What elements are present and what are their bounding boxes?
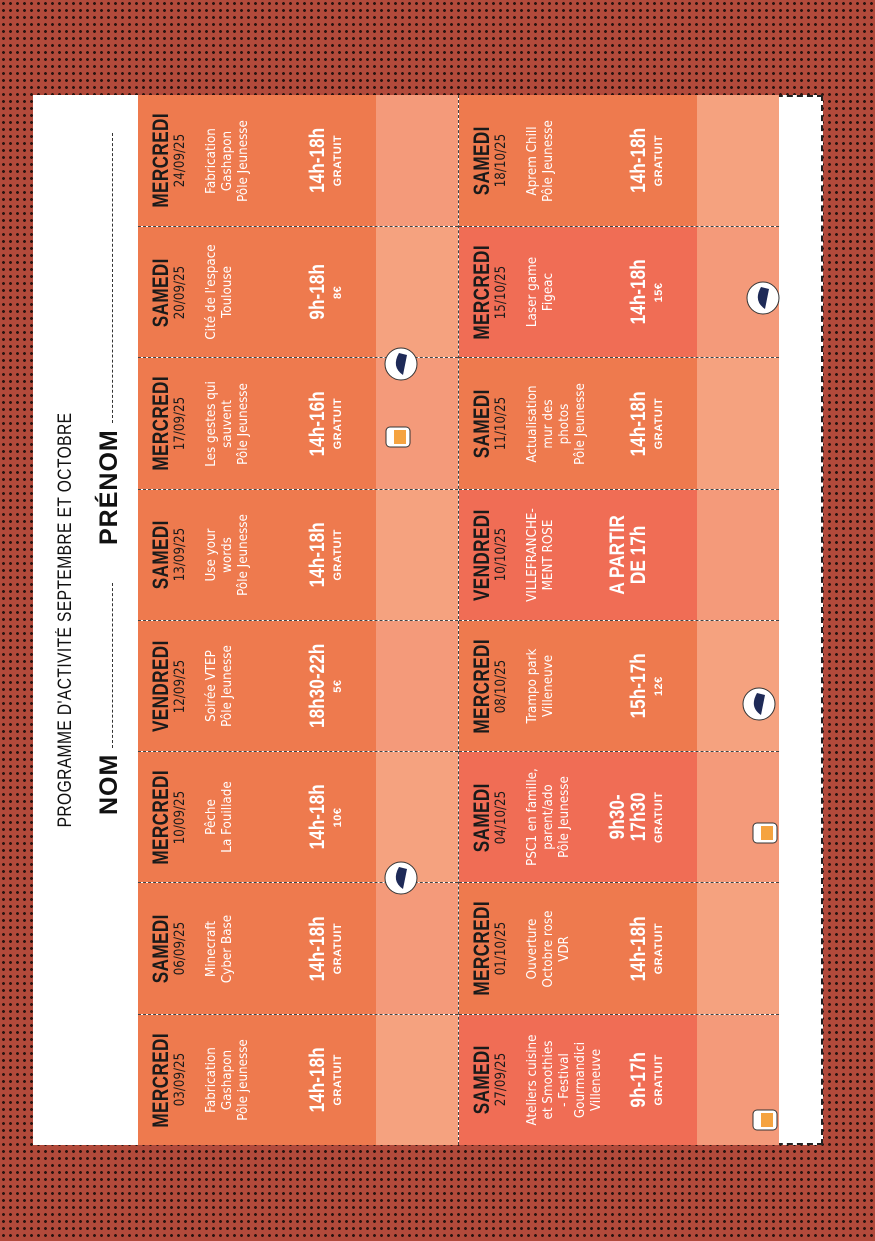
time-label: 14h-18h	[306, 128, 329, 194]
activity-column	[459, 620, 779, 751]
price-label: GRATUIT	[653, 397, 665, 450]
bread-thought-icon	[383, 343, 419, 385]
day-label: MERCREDI	[469, 901, 494, 996]
activity-column	[138, 1014, 458, 1145]
activity-card	[138, 884, 376, 1014]
activity-sheet	[33, 95, 823, 1145]
time-label: 9h-18h	[306, 264, 329, 321]
day-label: MERCREDI	[469, 245, 494, 340]
activity-card	[459, 752, 697, 882]
page-title: PROGRAMME D'ACTIVITÉ SEPTEMBRE ET OCTOBRE	[55, 412, 76, 828]
time-label: 15h-17h	[627, 653, 650, 719]
activity-description: Ateliers cuisine et Smoothies - Festival Gourmandici Villeneuve	[525, 1034, 604, 1126]
activity-card	[138, 752, 376, 882]
prenom-label: PRÉNOM	[95, 429, 123, 545]
activity-column	[459, 883, 779, 1014]
schedule-row-october	[459, 95, 779, 1145]
day-label: SAMEDI	[469, 126, 494, 196]
activity-column	[459, 226, 779, 357]
day-label: SAMEDI	[148, 257, 173, 327]
activity-column	[459, 751, 779, 882]
activity-card	[138, 227, 376, 357]
activity-card	[459, 621, 697, 751]
activity-description: Actualisation mur des photos Pôle Jeunesse	[525, 382, 588, 465]
activity-card	[138, 359, 376, 489]
header-area	[33, 95, 138, 1145]
checkbox-strip[interactable]	[376, 490, 458, 620]
day-label: MERCREDI	[148, 113, 173, 208]
prenom-field[interactable]	[95, 133, 124, 545]
time-label: 14h-18h	[306, 522, 329, 588]
activity-card	[138, 621, 376, 751]
time-label: 14h-18h	[627, 391, 650, 457]
time-label: 18h30-22h	[306, 644, 329, 729]
time-label: 9h30- 17h30	[606, 792, 650, 842]
rotated-content	[33, 95, 823, 1145]
date-label: 08/10/25	[493, 659, 509, 713]
day-label: SAMEDI	[469, 389, 494, 459]
date-label: 03/09/25	[172, 1053, 188, 1107]
day-label: VENDREDI	[469, 508, 494, 601]
time-label: A PARTIR DE 17h	[606, 515, 650, 595]
date-label: 11/10/25	[493, 396, 509, 451]
price-label: 10€	[332, 807, 344, 828]
activity-description: Minecraft Cyber Base	[204, 914, 235, 983]
activity-description: Les gestes qui sauvent Pôle Jeunesse	[204, 380, 251, 467]
jam-jar-icon	[745, 813, 785, 853]
activity-description: Fabrication Gashapon Pôle Jeunesse	[204, 119, 251, 202]
price-label: GRATUIT	[332, 134, 344, 187]
price-label: GRATUIT	[653, 922, 665, 975]
price-label: 12€	[653, 676, 665, 697]
bread-thought-icon	[741, 683, 777, 725]
time-label: 9h-17h	[627, 1052, 650, 1108]
activity-card	[138, 490, 376, 620]
jam-jar-icon	[745, 1100, 785, 1140]
activity-description: Ouverture Octobre rose VDR	[525, 910, 572, 988]
day-label: SAMEDI	[148, 520, 173, 590]
activity-column	[459, 1014, 779, 1145]
price-label: 8€	[332, 285, 344, 299]
activity-card	[459, 884, 697, 1014]
activity-column	[138, 620, 458, 751]
time-label: 14h-18h	[627, 916, 650, 982]
activity-description: Use your words Pôle Jeunesse	[204, 513, 251, 596]
time-label: 14h-16h	[306, 391, 329, 457]
activity-description: Laser game Figeac	[525, 257, 556, 328]
day-label: SAMEDI	[469, 1045, 494, 1115]
date-label: 13/09/25	[172, 528, 188, 582]
activity-card	[459, 490, 697, 620]
activity-card	[459, 1015, 697, 1145]
schedule-row-september	[138, 95, 458, 1145]
time-label: 14h-18h	[306, 1047, 329, 1113]
day-label: MERCREDI	[148, 770, 173, 865]
date-label: 18/10/25	[493, 133, 509, 188]
checkbox-strip[interactable]	[697, 884, 779, 1014]
prenom-line	[112, 133, 113, 423]
activity-description: VILLEFRANCHE- MENT ROSE	[525, 508, 556, 602]
activity-description: Cité de l'espace Toulouse	[204, 244, 235, 341]
date-label: 12/09/25	[172, 659, 188, 713]
price-label: GRATUIT	[332, 922, 344, 975]
bread-thought-icon	[745, 277, 781, 319]
activity-column	[138, 489, 458, 620]
checkbox-strip[interactable]	[376, 95, 458, 226]
activity-description: Trampo park Villeneuve	[525, 648, 556, 724]
activity-description: Aprem Chill Pôle Jeunesse	[525, 119, 556, 202]
activity-card	[138, 1015, 376, 1145]
checkbox-strip[interactable]	[376, 884, 458, 1014]
time-label: 14h-18h	[306, 916, 329, 982]
activity-card	[138, 95, 376, 226]
checkbox-strip[interactable]	[697, 95, 779, 226]
date-label: 17/09/25	[172, 396, 188, 451]
activity-card	[459, 227, 697, 357]
jam-jar-icon	[378, 417, 418, 457]
price-label: GRATUIT	[332, 1054, 344, 1106]
activity-column	[138, 95, 458, 226]
date-label: 01/10/25	[493, 921, 509, 976]
activity-column	[459, 489, 779, 620]
checkbox-strip[interactable]	[376, 621, 458, 751]
activity-card	[459, 95, 697, 226]
time-label: 14h-18h	[627, 259, 650, 325]
nom-line	[112, 583, 113, 748]
time-label: 14h-18h	[627, 128, 650, 194]
price-label: GRATUIT	[653, 134, 665, 187]
price-label: 15€	[653, 282, 665, 303]
price-label: 5€	[332, 679, 344, 693]
time-label: 14h-18h	[306, 784, 329, 850]
bread-thought-icon	[383, 857, 419, 899]
price-label: GRATUIT	[653, 1054, 665, 1106]
date-label: 24/09/25	[172, 133, 188, 188]
date-label: 15/10/25	[493, 265, 509, 320]
day-label: VENDREDI	[148, 640, 173, 733]
checkbox-strip[interactable]	[376, 1015, 458, 1145]
activity-column	[459, 95, 779, 226]
day-label: MERCREDI	[148, 376, 173, 471]
activity-column	[459, 358, 779, 489]
date-label: 10/09/25	[172, 790, 188, 845]
date-label: 27/09/25	[493, 1053, 509, 1107]
day-label: SAMEDI	[148, 914, 173, 984]
activity-column	[138, 883, 458, 1014]
date-label: 04/10/25	[493, 790, 509, 845]
checkbox-strip[interactable]	[376, 227, 458, 357]
day-label: MERCREDI	[148, 1032, 173, 1128]
activity-description: Pêche La Fouillade	[204, 781, 235, 854]
activity-column	[138, 226, 458, 357]
checkbox-strip[interactable]	[697, 359, 779, 489]
activity-description: Soirée VTEP Pôle Jeunesse	[204, 645, 235, 728]
nom-label: NOM	[95, 753, 123, 815]
activity-description: Fabrication Gashapon Pôle jeunesse	[204, 1039, 251, 1121]
date-label: 20/09/25	[172, 265, 188, 320]
activity-card	[459, 359, 697, 489]
price-label: GRATUIT	[332, 529, 344, 581]
checkbox-strip[interactable]	[697, 490, 779, 620]
date-label: 06/09/25	[172, 921, 188, 976]
day-label: SAMEDI	[469, 782, 494, 852]
price-label: GRATUIT	[332, 397, 344, 450]
nom-field[interactable]	[95, 583, 124, 815]
price-label: GRATUIT	[653, 791, 665, 844]
day-label: MERCREDI	[469, 638, 494, 734]
date-label: 10/10/25	[493, 528, 509, 582]
activity-description: PSC1 en famille, parent/ado Pôle Jeunesse	[525, 768, 572, 867]
